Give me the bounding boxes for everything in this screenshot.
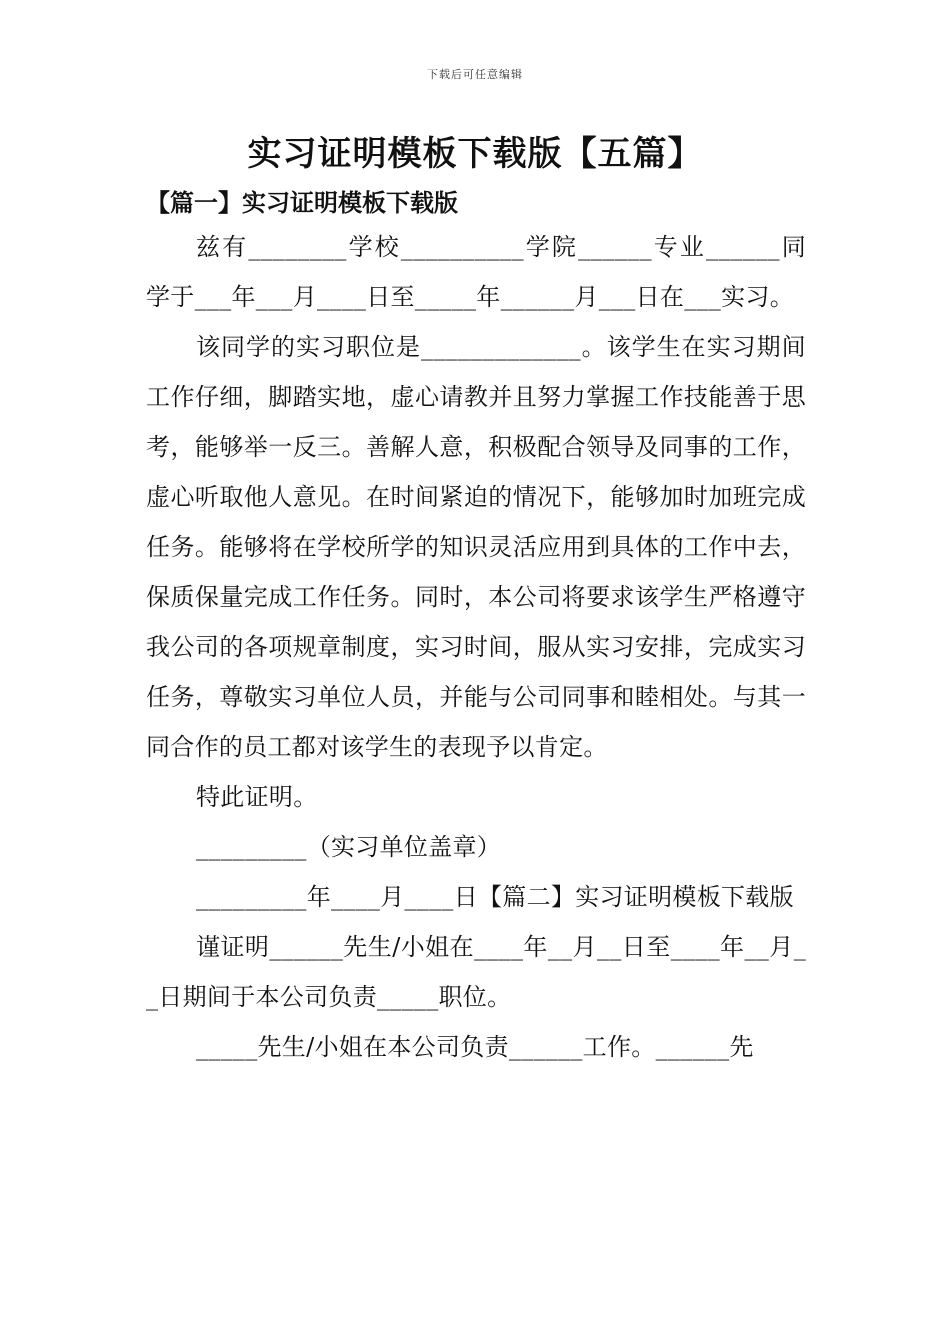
paragraph-duties: _____先生/小姐在本公司负责______工作。______先 <box>196 1033 754 1061</box>
document-body <box>146 222 806 1072</box>
section-heading-1: 【篇一】实习证明模板下载版 <box>146 188 458 217</box>
paragraph-evaluation: 该同学的实习职位是_____________。该学生在实习期间工作仔细，脚踏实地，虚心请教并且努力掌握工作技能善于思考，能够举一反三。善解人意，积极配合领导及同事的工作，虚心听取他人意见。在时间紧迫的情况下，能够加时加班完成任务。能够将在学校所学的知识灵活应用到具体的工作中去，保质保量完成工作任务。同时，本公司将要求该学生严格遵守我公司的各项规章制度，实习时间，服从实习安排，完成实习任务，尊敬实习单位人员，并能与公司同事和睦相处。与其一同合作的员工都对该学生的表现予以肯定。 <box>146 333 806 761</box>
paragraph-intro: 兹有________学校__________学院______专业______同学于___年___月____日至_____年______月___日在___实习。 <box>146 233 806 311</box>
paragraph-seal: _________（实习单位盖章） <box>196 833 502 861</box>
paragraph-date-section2: _________年____月____日【篇二】实习证明模板下载版 <box>196 883 794 911</box>
paragraph-employment: 谨证明______先生/小姐在____年__月__日至____年__月__日期间于本公司负责_____职位。 <box>146 933 806 1011</box>
header-note: 下载后可任意编辑 <box>427 68 523 81</box>
document-title: 实习证明模板下载版【五篇】 <box>247 134 703 174</box>
paragraph-certify: 特此证明。 <box>196 783 318 811</box>
